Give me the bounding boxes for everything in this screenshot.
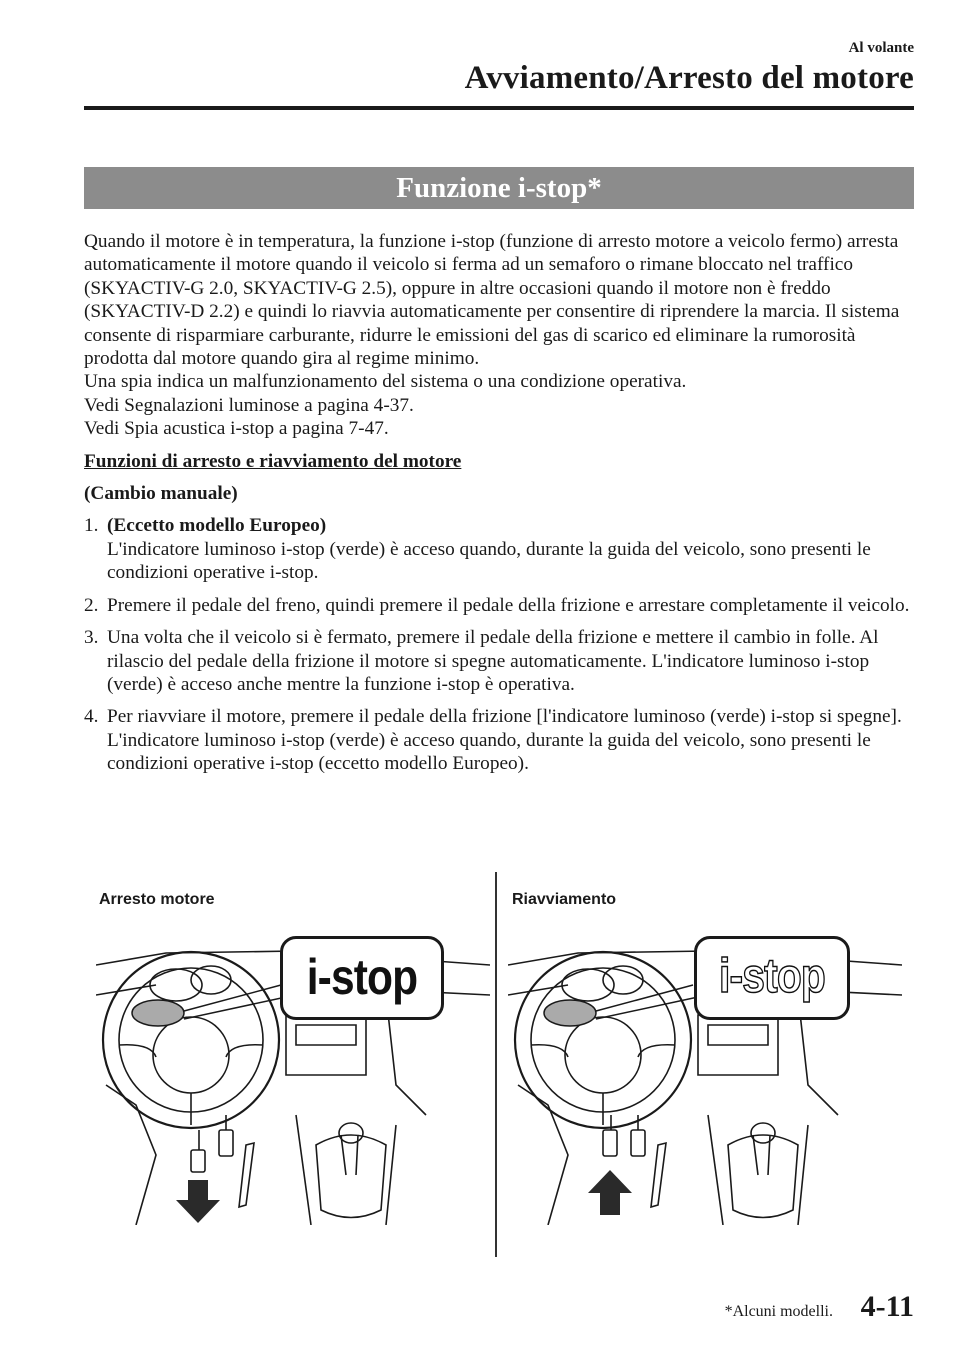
step-bold-text: (Eccetto modello Europeo) — [107, 515, 327, 537]
intro-line-ref-1: Vedi Segnalazioni luminose a pagina 4-37. — [84, 394, 414, 416]
header-rule — [84, 106, 914, 110]
section-title: Funzione i-stop* — [84, 167, 914, 209]
step-item — [84, 705, 922, 775]
intro-line-ref-2: Vedi Spia acustica i-stop a pagina 7-47. — [84, 418, 389, 440]
step-number: 2. — [84, 594, 99, 616]
header-section: Al volante — [848, 40, 914, 56]
figure-caption-left: Arresto motore — [99, 891, 215, 908]
intro-paragraph: Quando il motore è in temperatura, la funzione i-stop (funzione di arresto motore a veicolo fermo) arresta automaticamente il motore quando il veicolo si ferma ad un semaforo o rimane bloccato nel traffico (SKYACTIV-G 2.0, SKYACTIV-G 2.5), oppure in altre occasioni quando il motore non è freddo (SKYACTIV-D 2.2) e quindi lo riavvia automaticamente per consentire di riprendere la marcia. Il sistema consente di risparmiare carburante, ridurre le emissioni del gas di scarico ed eliminare la rumorosità prodotta dal motore quando gira al regime minimo. — [84, 231, 900, 370]
step-text: Una volta che il veicolo si è fermato, premere il pedale della frizione e mettere il cambio in folle. Al rilascio del pedale della frizione il motore si spegne automaticamente. L'indicatore luminoso i-stop (verde) è acceso anche mentre la funzione i-stop è operativa. — [107, 627, 879, 695]
figure-caption-right: Riavviamento — [512, 891, 617, 908]
steps-list — [84, 514, 922, 775]
step-item — [84, 594, 922, 617]
indicator-callout-on — [280, 936, 444, 1020]
step-item — [84, 626, 922, 696]
istop-indicator-off: i-stop — [719, 950, 825, 1003]
footnote: *Alcuni modelli. — [724, 1303, 833, 1320]
step-number: 4. — [84, 706, 99, 728]
step-number: 3. — [84, 627, 99, 649]
intro-line-warning: Una spia indica un malfunzionamento del sistema o una condizione operativa. — [84, 371, 687, 393]
figure-divider — [495, 872, 497, 1257]
step-text: Per riavviare il motore, premere il pedale della frizione [l'indicatore luminoso (verde) i-stop si spegne]. L'indicatore luminoso i-stop (verde) è acceso quando, durante la guida del veicolo, sono presenti le condizioni operative i-stop (eccetto modello Europeo). — [107, 706, 902, 775]
body-text — [84, 230, 922, 776]
step-text: L'indicatore luminoso i-stop (verde) è acceso quando, durante la guida del veicolo, sono presenti le condizioni operative i-stop. — [107, 538, 871, 584]
transmission-label: (Cambio manuale) — [84, 483, 238, 505]
step-item — [84, 514, 922, 584]
step-text: Premere il pedale del freno, quindi premere il pedale della frizione e arrestare completamente il veicolo. — [107, 594, 910, 616]
page-number: 4-11 — [860, 1290, 914, 1323]
page-title: Avviamento/Arresto del motore — [464, 60, 914, 96]
step-number: 1. — [84, 515, 99, 537]
subheading: Funzioni di arresto e riavviamento del motore — [84, 450, 462, 472]
istop-indicator-lit: i-stop — [306, 949, 418, 1005]
indicator-callout-off — [694, 936, 850, 1020]
